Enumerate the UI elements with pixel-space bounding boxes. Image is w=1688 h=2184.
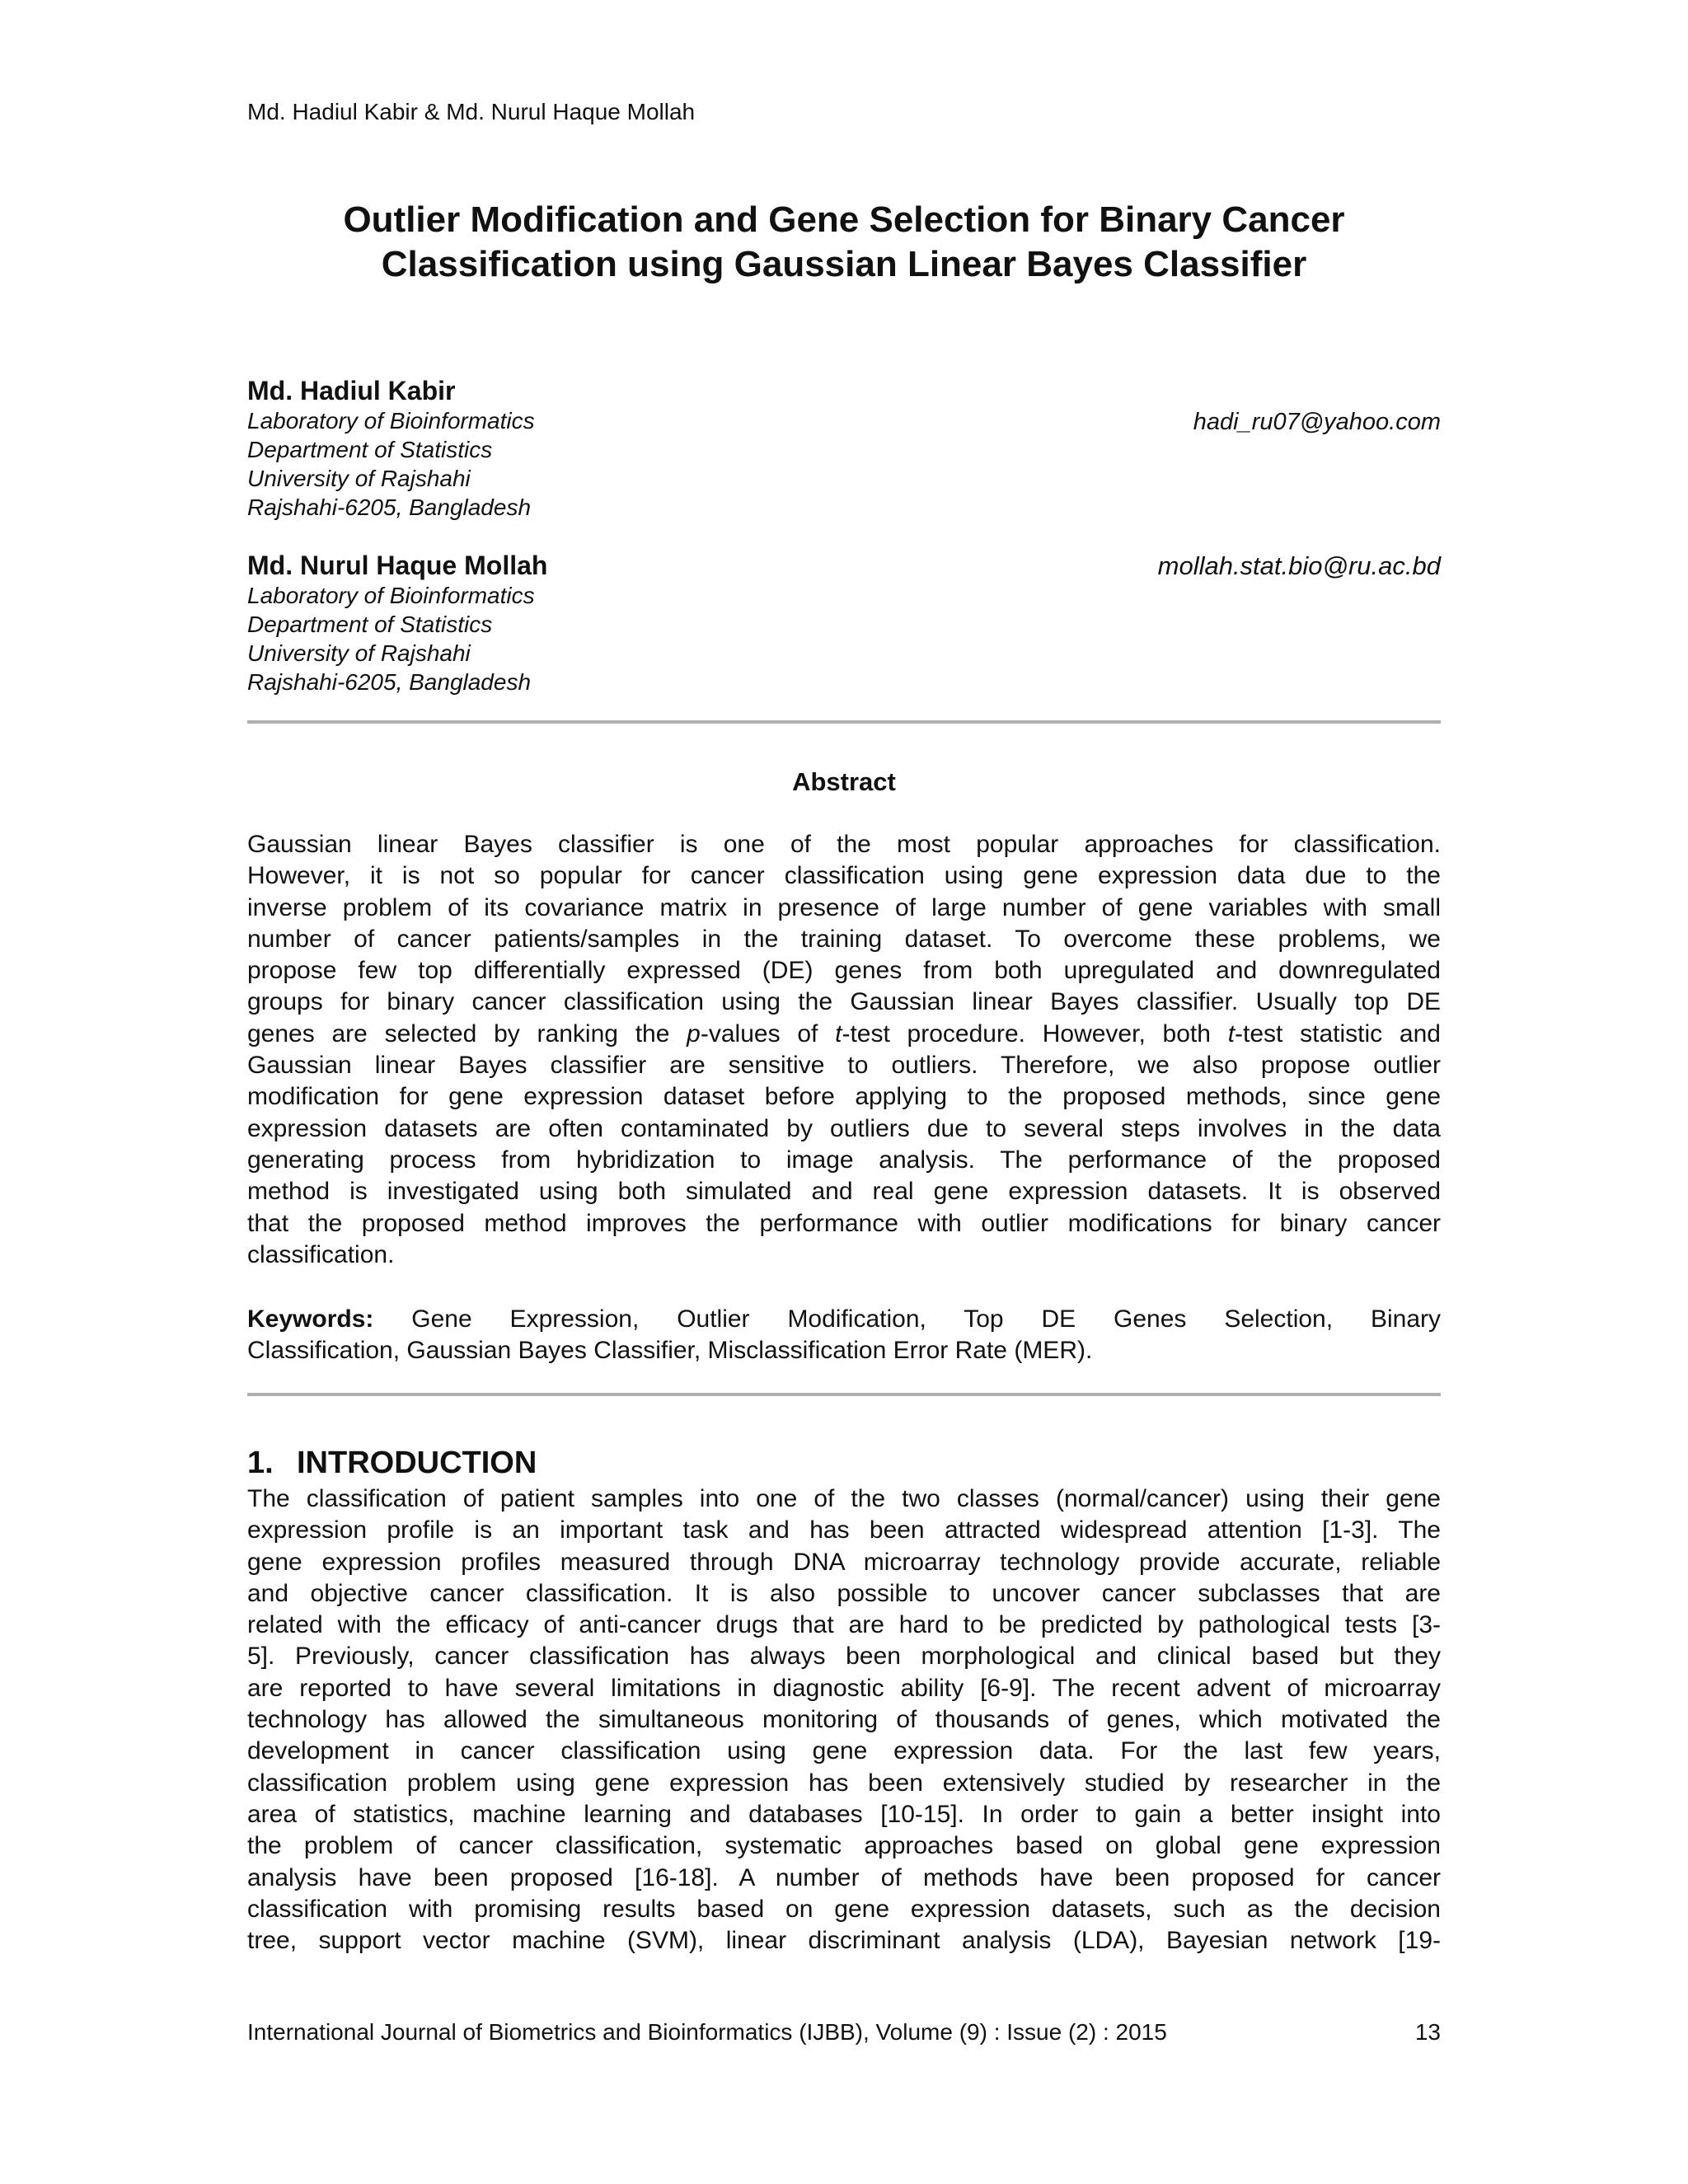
abstract-line: classification. — [247, 1240, 395, 1268]
author-email: mollah.stat.bio@ru.ac.bd — [1157, 551, 1441, 580]
author-block-2 — [247, 550, 1441, 696]
body-line: analysis have been proposed [16-18]. A number of methods have been proposed for cancer — [247, 1863, 1441, 1891]
affiliation-line: University of Rajshahi — [247, 640, 471, 666]
affiliation-line: Laboratory of Bioinformatics — [247, 583, 535, 608]
affiliation-line: Rajshahi-6205, Bangladesh — [247, 494, 532, 520]
abstract-line: Gaussian linear Bayes classifier are sensitive to outliers. Therefore, we also propose outlier — [247, 1052, 1441, 1080]
keywords-block — [247, 1304, 1441, 1367]
abstract-line: Gaussian linear Bayes classifier is one of the most popular approaches for classification. — [247, 831, 1441, 858]
body-line: The classification of patient samples into one of the two classes (normal/cancer) using their gene — [247, 1485, 1441, 1512]
abstract-line: However, it is not so popular for cancer classification using gene expression data due to the — [247, 862, 1441, 890]
keywords-text: Gene Expression, Outlier Modification, Top DE Genes Selection, Binary — [411, 1305, 1441, 1333]
body-line: classification with promising results based on gene expression datasets, such as the decision — [247, 1895, 1441, 1923]
abstract-line: genes are selected by ranking the p-values of t-test procedure. However, both t-test statistic and — [247, 1019, 1441, 1047]
body-line: development in cancer classification using gene expression data. For the last few years, — [247, 1737, 1441, 1765]
abstract-line: number of cancer patients/samples in the training dataset. To overcome these problems, we — [247, 925, 1441, 953]
affiliation-line: Department of Statistics — [247, 437, 493, 462]
body-line: related with the efficacy of anti-cancer drugs that are hard to be predicted by pathological tests [3- — [247, 1611, 1441, 1639]
divider-rule — [247, 720, 1441, 724]
abstract-body — [247, 829, 1441, 1271]
body-line: classification problem using gene expression has been extensively studied by researcher in the — [247, 1769, 1441, 1797]
abstract-line: modification for gene expression dataset before applying to the proposed methods, since gene — [247, 1083, 1441, 1111]
page-number: 13 — [1414, 2019, 1441, 2045]
body-line: area of statistics, machine learning and databases [10-15]. In order to gain a better insight into — [247, 1800, 1441, 1828]
author-email: hadi_ru07@yahoo.com — [1193, 409, 1441, 435]
keywords-label: Keywords: — [247, 1305, 374, 1333]
keywords-line-2: Classification, Gaussian Bayes Classifier, Misclassification Error Rate (MER). — [247, 1337, 1093, 1365]
abstract-line: that the proposed method improves the performance with outlier modifications for binary cancer — [247, 1209, 1441, 1237]
section-number: 1. — [247, 1446, 274, 1480]
abstract-line: generating process from hybridization to image analysis. The performance of the proposed — [247, 1146, 1441, 1174]
page-footer — [247, 2018, 1441, 2047]
abstract-heading: Abstract — [792, 767, 896, 796]
abstract-line: inverse problem of its covariance matrix in presence of large number of gene variables with small — [247, 893, 1441, 921]
affiliation-line: Department of Statistics — [247, 612, 493, 637]
affiliation-line: University of Rajshahi — [247, 466, 471, 491]
abstract-line: propose few top differentially expressed (DE) genes from both upregulated and downregulated — [247, 957, 1441, 985]
author-name: Md. Nurul Haque Mollah — [247, 551, 548, 580]
body-line: the problem of cancer classification, systematic approaches based on global gene expression — [247, 1832, 1441, 1860]
journal-citation: International Journal of Biometrics and Bioinformatics (IJBB), Volume (9) : Issue (2) : 2015 — [247, 2019, 1167, 2045]
keywords-line-1 — [247, 1304, 1441, 1335]
body-line: tree, support vector machine (SVM), linear discriminant analysis (LDA), Bayesian network [19- — [247, 1927, 1441, 1955]
body-line: expression profile is an important task and has been attracted widespread attention [1-3]. The — [247, 1516, 1441, 1544]
author-name: Md. Hadiul Kabir — [247, 376, 456, 405]
author-block-1 — [247, 375, 1441, 522]
abstract-line: method is investigated using both simulated and real gene expression datasets. It is observed — [247, 1178, 1441, 1206]
paper-title — [247, 198, 1441, 287]
body-line: 5]. Previously, cancer classification has always been morphological and clinical based but they — [247, 1643, 1441, 1671]
title-line-1: Outlier Modification and Gene Selection for Binary Cancer — [343, 199, 1345, 240]
divider-rule — [247, 1393, 1441, 1396]
body-line: are reported to have several limitations in diagnostic ability [6-9]. The recent advent of microarray — [247, 1674, 1441, 1702]
section-heading — [247, 1444, 537, 1482]
body-line: technology has allowed the simultaneous monitoring of thousands of genes, which motivated the — [247, 1706, 1441, 1734]
affiliation-line: Laboratory of Bioinformatics — [247, 408, 535, 434]
body-line: gene expression profiles measured through DNA microarray technology provide accurate, reliable — [247, 1548, 1441, 1576]
body-line: and objective cancer classification. It is also possible to uncover cancer subclasses that are — [247, 1579, 1441, 1607]
abstract-line: expression datasets are often contaminated by outliers due to several steps involves in the data — [247, 1114, 1441, 1142]
running-header: Md. Hadiul Kabir & Md. Nurul Haque Mollah — [247, 99, 696, 124]
abstract-line: groups for binary cancer classification using the Gaussian linear Bayes classifier. Usually top DE — [247, 988, 1441, 1016]
title-line-2: Classification using Gaussian Linear Bayes Classifier — [381, 244, 1307, 284]
section-title: INTRODUCTION — [297, 1446, 537, 1480]
introduction-body — [247, 1483, 1441, 1957]
affiliation-line: Rajshahi-6205, Bangladesh — [247, 669, 532, 695]
